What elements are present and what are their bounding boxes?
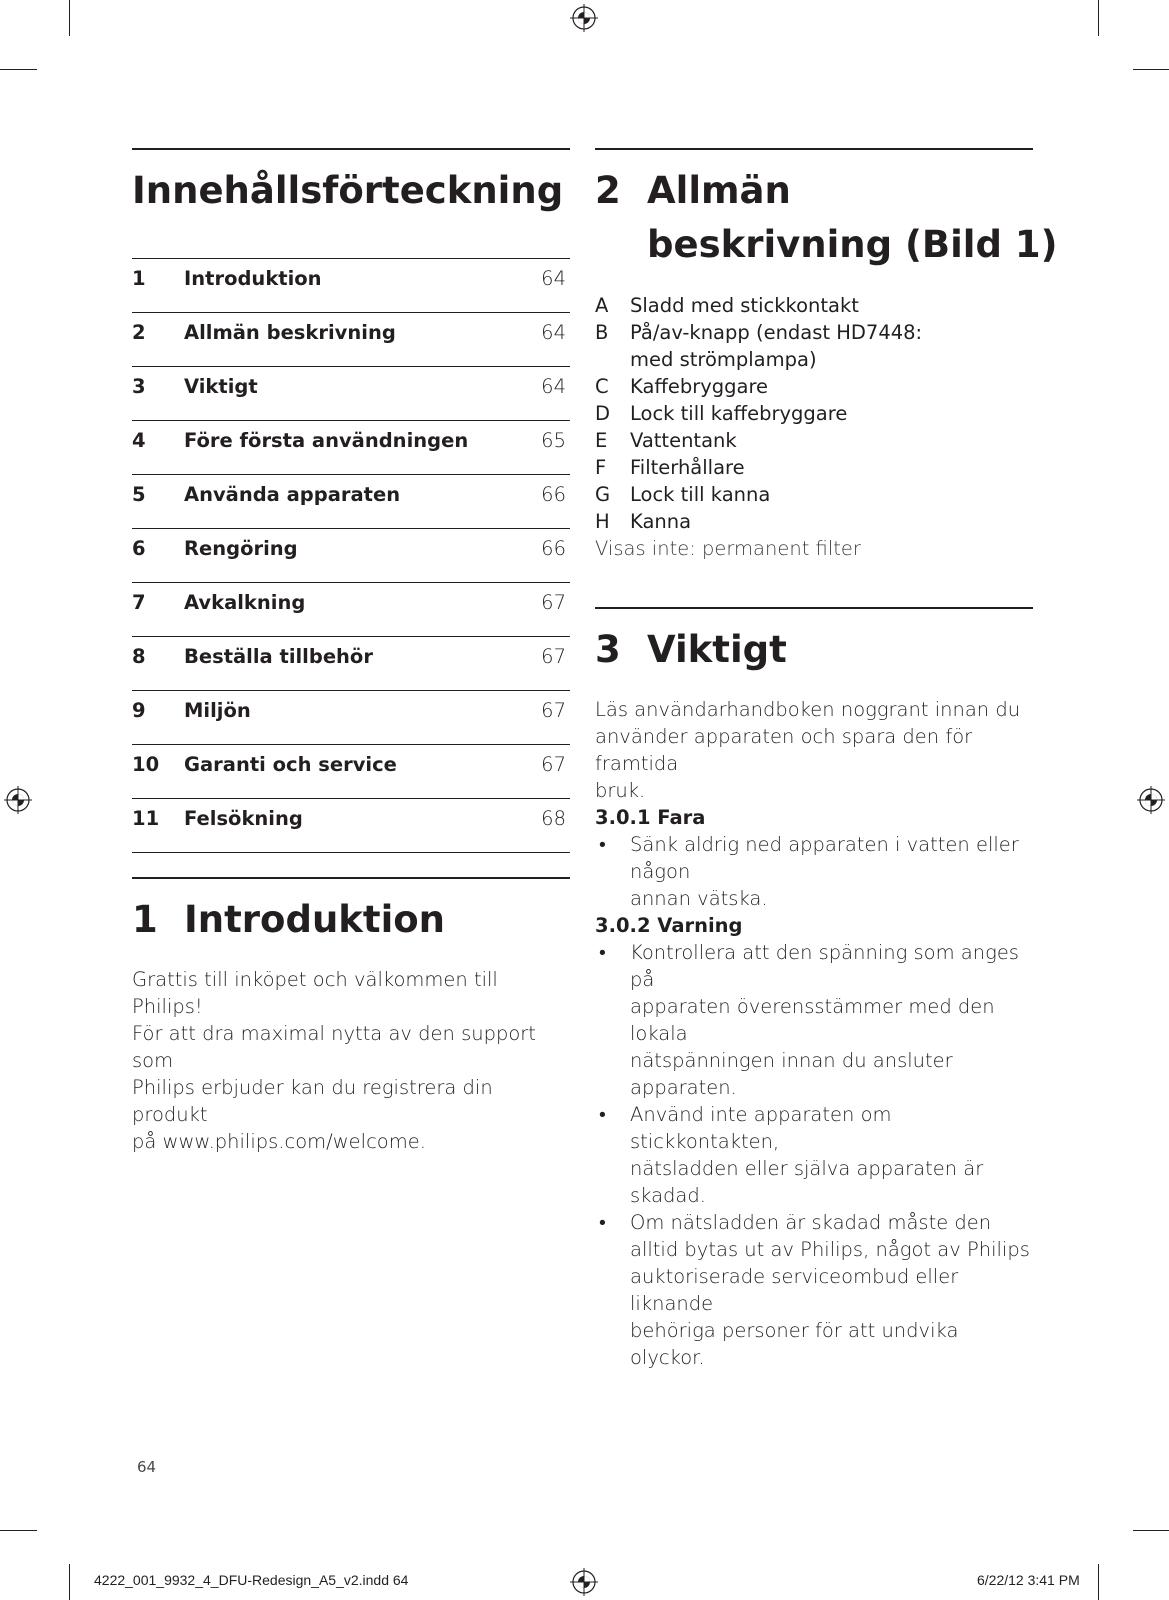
crop-mark-icon [69,1564,70,1600]
toc-entry-page: 67 [541,699,566,722]
toc-entry-page: 66 [541,483,566,506]
text-line: Använd inte apparaten om stickkontakten, [630,1103,892,1153]
text-line: annan vätska. [630,887,768,910]
bullet-text [630,939,1035,1101]
part-item [595,481,1025,508]
text-line: med strömplampa) [630,348,817,371]
section-number: 2 [595,169,621,212]
section-number: 1 [132,898,158,941]
part-item [595,319,1025,373]
toc-entry-number: 4 [132,429,146,452]
part-letter: A [595,294,609,317]
text-line: Sladd med stickkontakt [630,294,859,317]
slug-file: 4222_001_9932_4_DFU-Redesign_A5_v2.indd 64 [94,1572,409,1588]
text-line: använder apparaten och spara den för framtida [595,725,973,775]
part-item [595,508,1025,535]
toc-entry[interactable] [132,258,570,312]
text-line: bruk. [595,779,646,802]
crop-mark-icon [1098,1564,1099,1600]
section-title: Introduktion [184,898,446,941]
part-description [630,319,1025,373]
intro-heading [132,893,445,947]
part-item [595,454,1025,481]
toc-entry-page: 64 [541,321,566,344]
toc-entry-page: 67 [541,753,566,776]
text-line: Läs användarhandboken noggrant innan du [595,698,1021,721]
toc-entry-title: Rengöring [184,537,298,560]
part-item [595,292,1025,319]
part-description [630,400,1025,427]
text-line: För att dra maximal nytta av den support som [132,1022,536,1072]
toc-entry-page: 68 [541,807,566,830]
section-title-line2: beskrivning (Bild 1) [647,223,1058,266]
toc-entry-number: 6 [132,537,146,560]
part-letter: H [595,510,610,533]
section-rule [595,148,1033,150]
toc-entry-page: 66 [541,537,566,560]
toc-entry-title: Använda apparaten [184,483,401,506]
part-description [630,373,1025,400]
crop-mark-icon [1098,0,1099,36]
toc-entry-number: 8 [132,645,146,668]
part-item [595,400,1025,427]
toc-entry-title: Introduktion [184,267,322,290]
important-intro [595,696,1025,804]
text-line: På/av-knapp (endast HD7448: [630,321,923,344]
danger-heading: 3.0.1 Fara [595,806,706,829]
toc-entry-title: Viktigt [184,375,258,398]
text-line: Filterhållare [630,456,745,479]
text-line: nätspänningen innan du ansluter apparaten. [630,1049,953,1099]
toc-entry-title: Garanti och service [184,753,397,776]
part-letter: D [595,402,611,425]
text-line: nätsladden eller själva apparaten är skadad. [630,1157,984,1207]
part-item [595,373,1025,400]
toc-entry[interactable] [132,528,570,582]
crop-mark-icon [0,69,37,70]
section-rule [595,607,1033,609]
section-title: Viktigt [647,628,787,671]
table-of-contents [132,258,570,853]
toc-entry[interactable] [132,744,570,798]
text-line: Kontrollera att den spänning som anges på [630,941,1019,991]
part-item [595,427,1025,454]
bullet-icon: • [599,1211,606,1234]
part-letter: G [595,483,611,506]
crop-mark-icon [1133,69,1169,70]
toc-entry-title: Beställa tillbehör [184,645,373,668]
crop-mark-icon [1133,1530,1169,1531]
part-description [630,454,1025,481]
toc-entry-page: 64 [541,267,566,290]
bullet-icon: • [599,833,606,856]
part-letter: F [595,456,607,479]
bullet-text [630,831,1035,912]
text-line: Om nätsladden är skadad måste den [630,1211,992,1234]
toc-entry-number: 7 [132,591,146,614]
text-line: Philips erbjuder kan du registrera din produkt [132,1076,493,1126]
text-line: behöriga personer för att undvika olyckor. [630,1319,959,1369]
toc-entry-title: Allmän beskrivning [184,321,396,344]
parts-note: Visas inte: permanent filter [595,537,861,560]
toc-entry-number: 11 [132,807,160,830]
toc-entry-number: 2 [132,321,146,344]
toc-entry-page: 64 [541,375,566,398]
registration-mark-icon [570,4,598,32]
toc-entry-page: 67 [541,591,566,614]
danger-bullets [595,831,1035,912]
text-line: Lock till kaffebryggare [630,402,848,425]
text-line: Kanna [630,510,692,533]
toc-entry-number: 5 [132,483,146,506]
toc-entry[interactable] [132,312,570,366]
toc-entry[interactable] [132,366,570,420]
toc-entry[interactable] [132,474,570,528]
part-description [630,508,1025,535]
text-line: på www.philips.com/welcome. [132,1130,426,1153]
toc-entry-number: 10 [132,753,160,776]
toc-entry[interactable] [132,636,570,690]
crop-mark-icon [0,1530,37,1531]
text-line: Kaffebryggare [630,375,769,398]
bullet-item [595,831,1035,912]
toc-entry-title: Före första användningen [184,429,469,452]
text-line: auktoriserade serviceombud eller liknande [630,1265,959,1315]
text-line: Grattis till inköpet och välkommen till Philips! [132,968,498,1018]
text-line: apparaten överensstämmer med den lokala [630,995,995,1045]
section-rule [132,148,570,150]
general-heading [595,164,1058,272]
text-line: Sänk aldrig ned apparaten i vatten eller någon [630,833,1019,883]
part-description [630,427,1025,454]
part-letter: E [595,429,608,452]
toc-entry-page: 67 [541,645,566,668]
toc-entry-number: 1 [132,267,146,290]
important-heading [595,623,787,677]
toc-entry[interactable] [132,420,570,474]
text-line: Vattentank [630,429,737,452]
part-description [630,292,1025,319]
slug-date: 6/22/12 3:41 PM [977,1572,1080,1588]
bullet-text [630,1209,1035,1371]
warning-bullets [595,939,1035,1371]
toc-entry-page: 65 [541,429,566,452]
registration-mark-icon [1137,786,1165,814]
part-letter: C [595,375,609,398]
section-title-line1: Allmän [647,169,791,212]
text-line: alltid bytas ut av Philips, något av Philips [630,1238,1030,1261]
toc-entry-title: Felsökning [184,807,303,830]
toc-entry[interactable] [132,798,570,852]
bullet-icon: • [599,941,606,964]
toc-entry-title: Avkalkning [184,591,306,614]
text-line: Lock till kanna [630,483,771,506]
bullet-item [595,1101,1035,1209]
intro-paragraph [132,966,572,1155]
bullet-icon: • [599,1103,606,1126]
page-number: 64 [137,1458,157,1476]
part-description [630,481,1025,508]
bullet-item [595,1209,1035,1371]
registration-mark-icon [4,786,32,814]
toc-entry[interactable] [132,582,570,636]
bullet-item [595,939,1035,1101]
toc-entry[interactable] [132,690,570,744]
toc-entry-number: 3 [132,375,146,398]
toc-entry-title: Miljön [184,699,251,722]
section-rule [132,877,570,879]
toc-entry-number: 9 [132,699,146,722]
toc-title: Innehållsförteckning [132,169,564,212]
part-letter: B [595,321,609,344]
crop-mark-icon [69,0,70,36]
toc-end-rule [132,852,570,853]
bullet-text [630,1101,1035,1209]
registration-mark-icon [570,1568,598,1596]
section-number: 3 [595,628,621,671]
warning-heading: 3.0.2 Varning [595,914,743,937]
parts-list [595,292,1025,562]
